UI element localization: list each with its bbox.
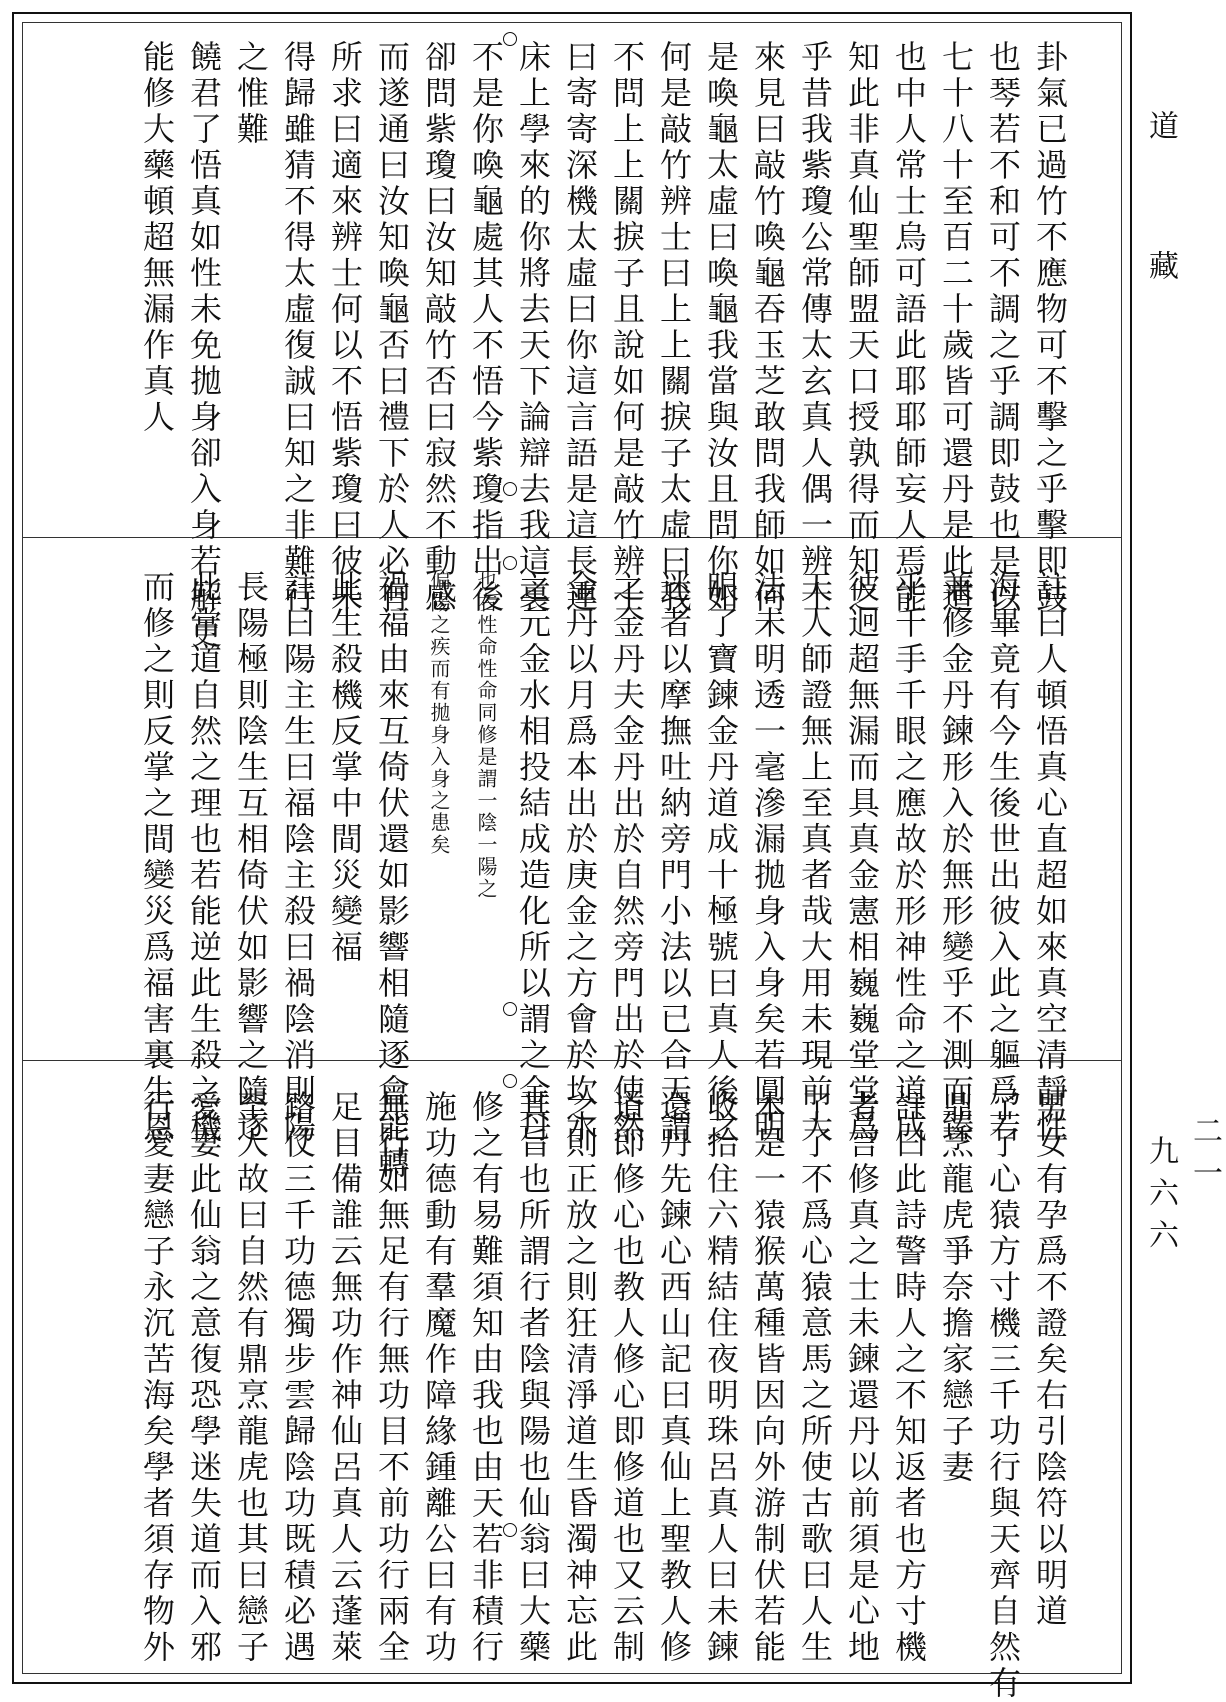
text-column: 不問上上關捩子且說如何是敲竹辨士 [608,40,646,616]
text-column: 愛妻此仙翁之意復恐學迷失道而入邪 [185,1090,223,1666]
text-column: 禍福由來互倚伏還如影響相隨逐會能轉 [373,570,411,1182]
text-column: 其旨也所謂行者陰與陽也仙翁曰大藥 [514,1090,552,1666]
text-column: 眼了寶鍊金丹道成十極號曰真人後之 [702,570,740,1146]
text-column: 而遂通曰汝知喚龜否曰禮下於人必有 [373,40,411,616]
text-column: 來見曰敲竹喚龜吞玉芝敢問我師如何 [749,40,787,616]
page-number [1138,1115,1226,1261]
text-column-annotation: 偏陽之疾而有拋身入身之患矣 [427,570,451,856]
text-column: 能修大藥頓超無漏作真人 [138,40,176,436]
text-column-annotation: 也右性命性命同修是謂一陰一陽之 [474,570,498,900]
text-column: 所求曰適來辨士何以不悟紫瓊曰彼未 [326,40,364,616]
text-column: 了了不爲心猿意馬之所使古歌曰人生 [796,1090,834,1666]
text-column: 而修之則反掌之間變災爲福害裏生恩 [138,570,176,1146]
text-column: 何是敲竹辨士曰上上關捩子太虛曰我 [655,40,693,616]
text-column: 也中人常士烏可語此耶耶師妄人焉能 [890,40,928,616]
text-panel-top [70,40,1070,652]
text-column: 曰寄寄深機太虛曰你這言語是這長連 [561,40,599,616]
text-column: 兼修金丹鍊形入於無形變乎不測而臻 [937,570,975,1146]
text-column: 至人故曰自然有鼎烹龍虎也其曰戀子 [232,1090,270,1666]
text-column: 修之有易難須知由我也由天若非積行 [467,1090,505,1666]
text-column: 金丹以月爲本出於庚金之方會於坎水 [561,570,599,1146]
text-column: 法未明透一毫滲漏拋身入身矣若圓明 [749,570,787,1146]
text-column: 長陽極則陰生互相倚伏如影響之隨逐 [232,570,270,1146]
text-column: 者言修真之士未鍊還丹以前須是心地 [843,1090,881,1666]
text-column: 足目備誰云無功作神仙呂真人云蓬萊 [326,1090,364,1666]
text-column: 之金丹夫金丹出於自然旁門出於使然 [608,570,646,1146]
margin-title-zang: 藏 [1143,250,1178,320]
text-column: 是喚龜太虛曰喚龜我當與汝且問你如 [702,40,740,616]
text-column: 得歸雖猜不得太虛復誠曰知之非難行 [279,40,317,616]
text-column: 之元金水相投結成造化所以謂之金丹 [514,570,552,1146]
text-column: 不是你喚龜處其人不悟今紫瓊指出後 [467,40,505,616]
text-column: 男女有孕爲不證矣右引陰符以明道 [1031,1090,1069,1630]
page-number-value: 九六六 [1143,1135,1178,1261]
text-column: 註曰人頓悟真心直超如來真空清靜性 [1031,570,1069,1146]
text-column: 路仗三千功德獨步雲歸陰功既積必遇 [279,1090,317,1666]
text-column: 註曰此詩警時人之不知返者也方寸機 [890,1090,928,1666]
text-column: 之則正放之則狂清淨道生昏濁神忘此 [561,1090,599,1666]
text-column: 七十八十至百二十歲皆可還丹是此道 [937,40,975,616]
text-column: 之惟難 [232,40,270,148]
text-column: 無行如無足有行無功目不前功行兩全 [373,1090,411,1666]
volume-number: 二一 [1187,1115,1222,1199]
text-panel-middle [70,570,1070,1182]
text-column: 了了心猿方寸機三千功行與天齊自然有 [984,1090,1022,1702]
text-column: 也琴若不和可不調之乎調即鼓也是以 [984,40,1022,616]
text-column: 知此非真仙聖師盟天口授孰得而知之 [843,40,881,616]
text-column: 海畢竟有今生後世出彼入此之軀爲若 [984,570,1022,1146]
text-column: 本是一猿猴萬種皆因向外游制伏若能 [749,1090,787,1666]
text-column: 卻問紫瓊曰汝知敲竹否曰寂然不動感 [420,40,458,616]
text-column: 饒君了悟真如性未免拋身卻入身若解更 [185,40,223,652]
text-column: 道即修心也教人修心即修道也又云制 [608,1090,646,1666]
text-column: 鼎烹龍虎爭奈擔家戀子妻 [937,1090,975,1486]
text-column: 迷者以摩撫吐納旁門小法以已合天謂 [655,570,693,1146]
text-column: 彼迥超無漏而具真金憲相巍巍堂堂爲 [843,570,881,1146]
text-column: 此常道自然之理也若能逆此生殺之機 [185,570,223,1146]
text-column: 註曰陽主生曰福陰主殺曰禍陰消則陽 [279,570,317,1146]
margin-title-dao: 道 [1143,110,1178,180]
text-column: 乎千手千眼之應故於形神性命之道成 [890,570,928,1146]
text-column: 行愛妻戀子永沉苦海矣學者須存物外 [138,1090,176,1666]
text-column: 施功德動有羣魔作障緣鍾離公曰有功 [420,1090,458,1666]
text-column: 床上學來的你將去天下論辯去我這裏 [514,40,552,616]
text-panel-bottom [70,1090,1070,1702]
text-column: 卦氣已過竹不應物可不擊之乎擊即鼓 [1031,40,1069,616]
text-column: 乎昔我紫瓊公常傳太玄真人偶一辨士 [796,40,834,616]
text-column: 天人師證無上至真者哉大用未現前大 [796,570,834,1146]
text-column: 還丹先鍊心西山記曰真仙上聖教人修 [655,1090,693,1666]
text-column: 收拾住六精結住夜明珠呂真人曰未鍊 [702,1090,740,1666]
text-column: 此生殺機反掌中間災變福 [326,570,364,966]
